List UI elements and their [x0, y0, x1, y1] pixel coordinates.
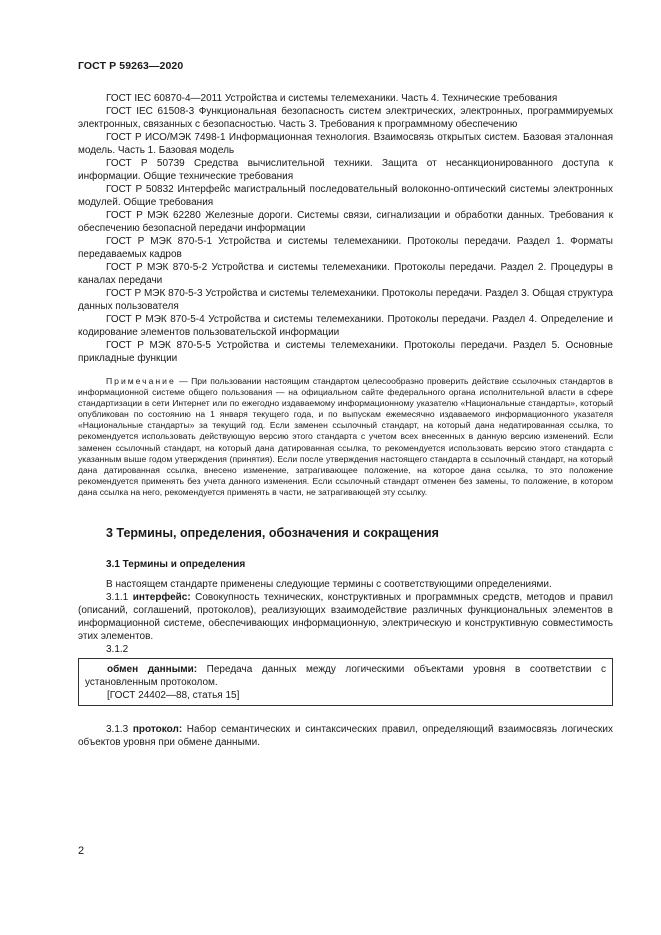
term-3-1-2-number: 3.1.2 — [106, 644, 129, 656]
term-number: 3.1.3 — [106, 724, 133, 736]
reference-item: ГОСТ IEC 61508-3 Функциональная безопасность систем электрических, электронных, программируемых электронных, связанных с безопасностью. Часть 3. Требования к программному обеспечению — [78, 106, 613, 130]
reference-item: ГОСТ Р ИСО/МЭК 7498-1 Информационная технология. Взаимосвязь открытых систем. Базовая эталонная модель. Часть 1. Базовая модель — [78, 132, 613, 156]
normative-references-list — [78, 92, 613, 365]
reference-item: ГОСТ Р МЭК 870-5-2 Устройства и системы телемеханики. Протоколы передачи. Раздел 2. Процедуры в каналах передачи — [78, 262, 613, 286]
reference-item: ГОСТ Р МЭК 870-5-1 Устройства и системы телемеханики. Протоколы передачи. Раздел 1. Форматы передаваемых кадров — [78, 236, 613, 260]
term-name: обмен данными: — [107, 664, 198, 676]
page-content — [78, 92, 613, 749]
reference-item: ГОСТ Р 50739 Средства вычислительной техники. Защита от несанкционированного доступа к информации. Общие технические требования — [78, 158, 613, 182]
section-3-title: 3 Термины, определения, обозначения и сокращения — [106, 526, 439, 541]
references-note — [78, 376, 613, 498]
note-label: Примечание — [106, 376, 176, 386]
reference-item: ГОСТ Р МЭК 870-5-5 Устройства и системы телемеханики. Протоколы передачи. Раздел 5. Основные прикладные функции — [78, 340, 613, 364]
term-3-1-2 — [85, 663, 606, 689]
note-text: — При пользовании настоящим стандартом целесообразно проверить действие ссылочных стандартов в информационной системе общего пользования — на официальном сайте федерального органа исполнительной власти в сфере стандартизации в сети Интернет или по ежегодно издаваемому информационному указателю «Национальные стандарты», который опубликован по состоянию на 1 января текущего года, и по выпускам ежемесячно издаваемого информационного указателя «Национальные стандарты» за текущий год. Если заменен ссылочный стандарт, на который дана недатированная ссылка, то рекомендуется использовать действующую версию этого стандарта с учетом всех внесенных в данную версию изменений. Если заменен ссылочный стандарт, на который дана датированная ссылка, то рекомендуется использовать версию этого стандарта с указанным выше годом утверждения (принятия). Если после утверждения настоящего стандарта в ссылочный стандарт, на который дана датированная ссылка, внесено изменение, затрагивающее положение, на которое дана ссылка, то это положение рекомендуется применять без учета данного изменения. Если ссылочный стандарт отменен без замены, то положение, в котором дана ссылка на него, рекомендуется применять в части, не затрагивающей эту ссылку. — [78, 376, 613, 497]
term-definition: Совокупность технических, конструктивных и программных средств, методов и правил (описаний, соглашений, протоколов), реализующих взаимодействие различных функциональных элементов в информационной системе, обеспечивающих информационную, электрическую и конструктивную совместимость этих элементов. — [78, 592, 613, 643]
page-header-title: ГОСТ Р 59263—2020 — [78, 60, 184, 72]
subsection-3-1-title: 3.1 Термины и определения — [106, 559, 246, 571]
term-definition: Набор семантических и синтаксических правил, определяющий взаимосвязь логических объектов уровня при обмене данными. — [78, 724, 613, 749]
term-name: протокол: — [132, 724, 183, 736]
term-source-reference: [ГОСТ 24402—88, статья 15] — [107, 690, 240, 702]
term-3-1-3 — [78, 723, 613, 749]
term-3-1-1 — [78, 591, 613, 643]
reference-item: ГОСТ Р МЭК 62280 Железные дороги. Системы связи, сигнализации и обработки данных. Требования к обеспечению безопасной передачи информации — [78, 210, 613, 234]
page-number: 2 — [78, 845, 85, 857]
reference-item: ГОСТ Р 50832 Интерфейс магистральный последовательный волоконно-оптический системы электронных модулей. Общие требования — [78, 184, 613, 208]
terms-intro: В настоящем стандарте применены следующие термины с соответствующими определениями. — [106, 579, 552, 591]
term-definition: Передача данных между логическими объектами уровня в соответствии с установленным протоколом. — [85, 664, 606, 689]
reference-item: ГОСТ Р МЭК 870-5-3 Устройства и системы телемеханики. Протоколы передачи. Раздел 3. Общая структура данных пользователя — [78, 288, 613, 312]
reference-item: ГОСТ Р МЭК 870-5-4 Устройства и системы телемеханики. Протоколы передачи. Раздел 4. Определение и кодирование элементов пользовательской информации — [78, 314, 613, 338]
term-name: интерфейс: — [132, 592, 191, 604]
term-number: 3.1.1 — [106, 592, 133, 604]
term-3-1-2-box — [78, 658, 613, 706]
reference-item: ГОСТ IEC 60870-4—2011 Устройства и системы телемеханики. Часть 4. Технические требования — [106, 93, 558, 104]
